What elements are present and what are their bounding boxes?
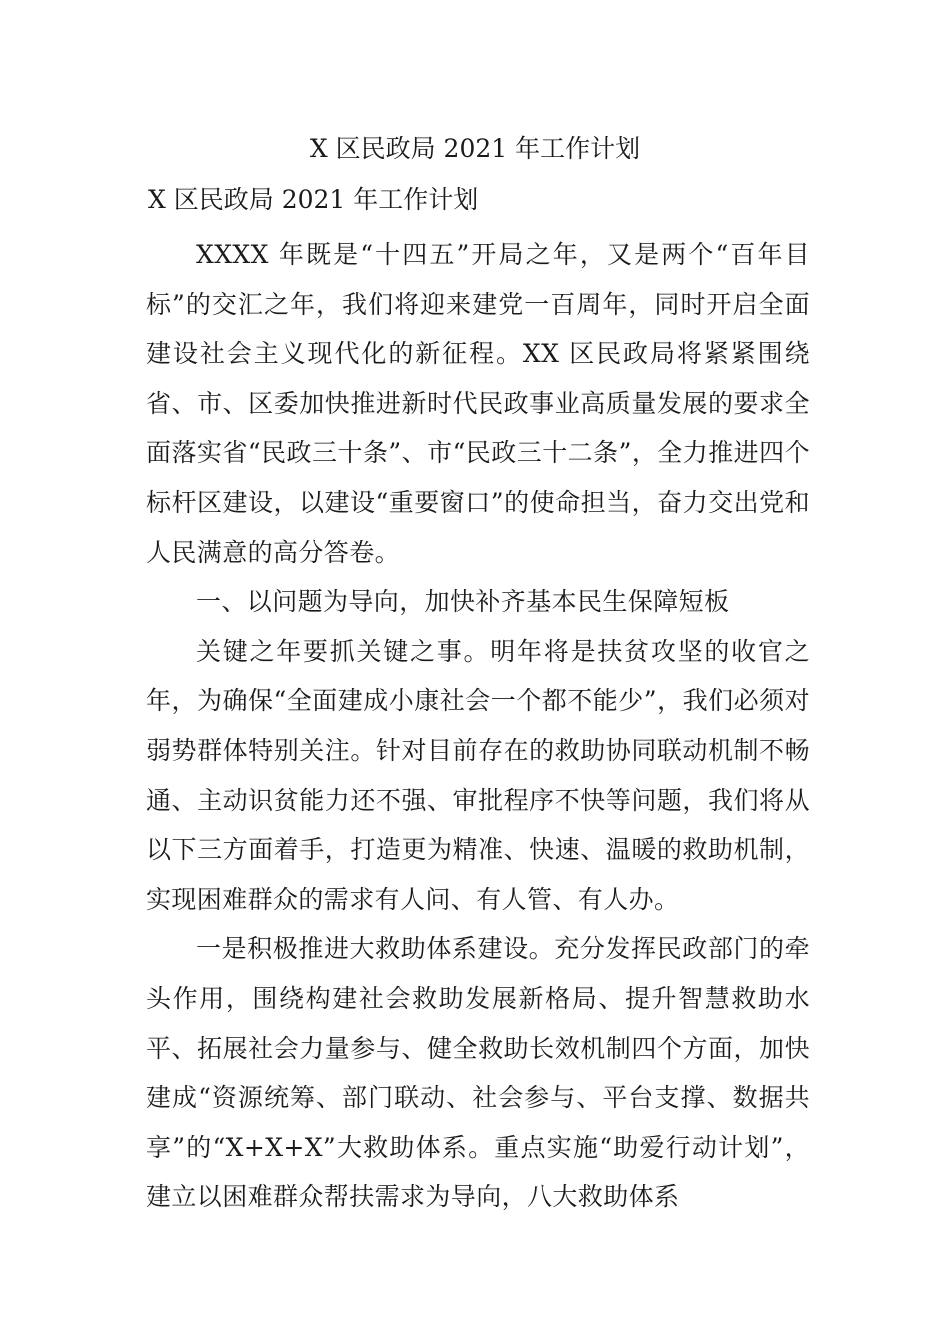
paragraph-key-affairs: 关键之年要抓关键之事。明年将是扶贫攻坚的收官之年，为确保“全面建成小康社会一个都不能少”，我们必须对弱势群体特别关注。针对目前存在的救助协同联动机制不畅通、主动识贫能力还不强、审批程序不快等问题，我们将从以下三方面着手，打造更为精准、快速、温暖的救助机制，实现困难群众的需求有人问、有人管、有人办。	[146, 636, 810, 914]
paragraph-intro: XXXX 年既是“十四五”开局之年，又是两个“百年目标”的交汇之年，我们将迎来建党一百周年，同时开启全面建设社会主义现代化的新征程。XX 区民政局将紧紧围绕省、市、区委加快推进新时代民政事业高质量发展的要求全面落实省“民政三十条”、市“民政三十二条”，全力推进四个标杆区建设，以建设“重要窗口”的使命担当，奋力交出党和人民满意的高分答卷。	[146, 240, 810, 567]
page-title: X 区民政局 2021 年工作计划	[309, 134, 641, 163]
section-heading-1: 一、以问题为导向，加快补齐基本民生保障短板	[196, 587, 730, 617]
page-subtitle: X 区民政局 2021 年工作计划	[148, 185, 479, 214]
paragraph-relief-system: 一是积极推进大救助体系建设。充分发挥民政部门的牵头作用，围绕构建社会救助发展新格局、提升智慧救助水平、拓展社会力量参与、健全救助长效机制四个方面，加快建成“资源统筹、部门联动、社会参与、平台支撑、数据共享”的“X+X+X”大救助体系。重点实施“助爱行动计划”，建立以困难群众帮扶需求为导向，八大救助体系	[146, 934, 810, 1212]
document-body	[146, 230, 810, 1222]
